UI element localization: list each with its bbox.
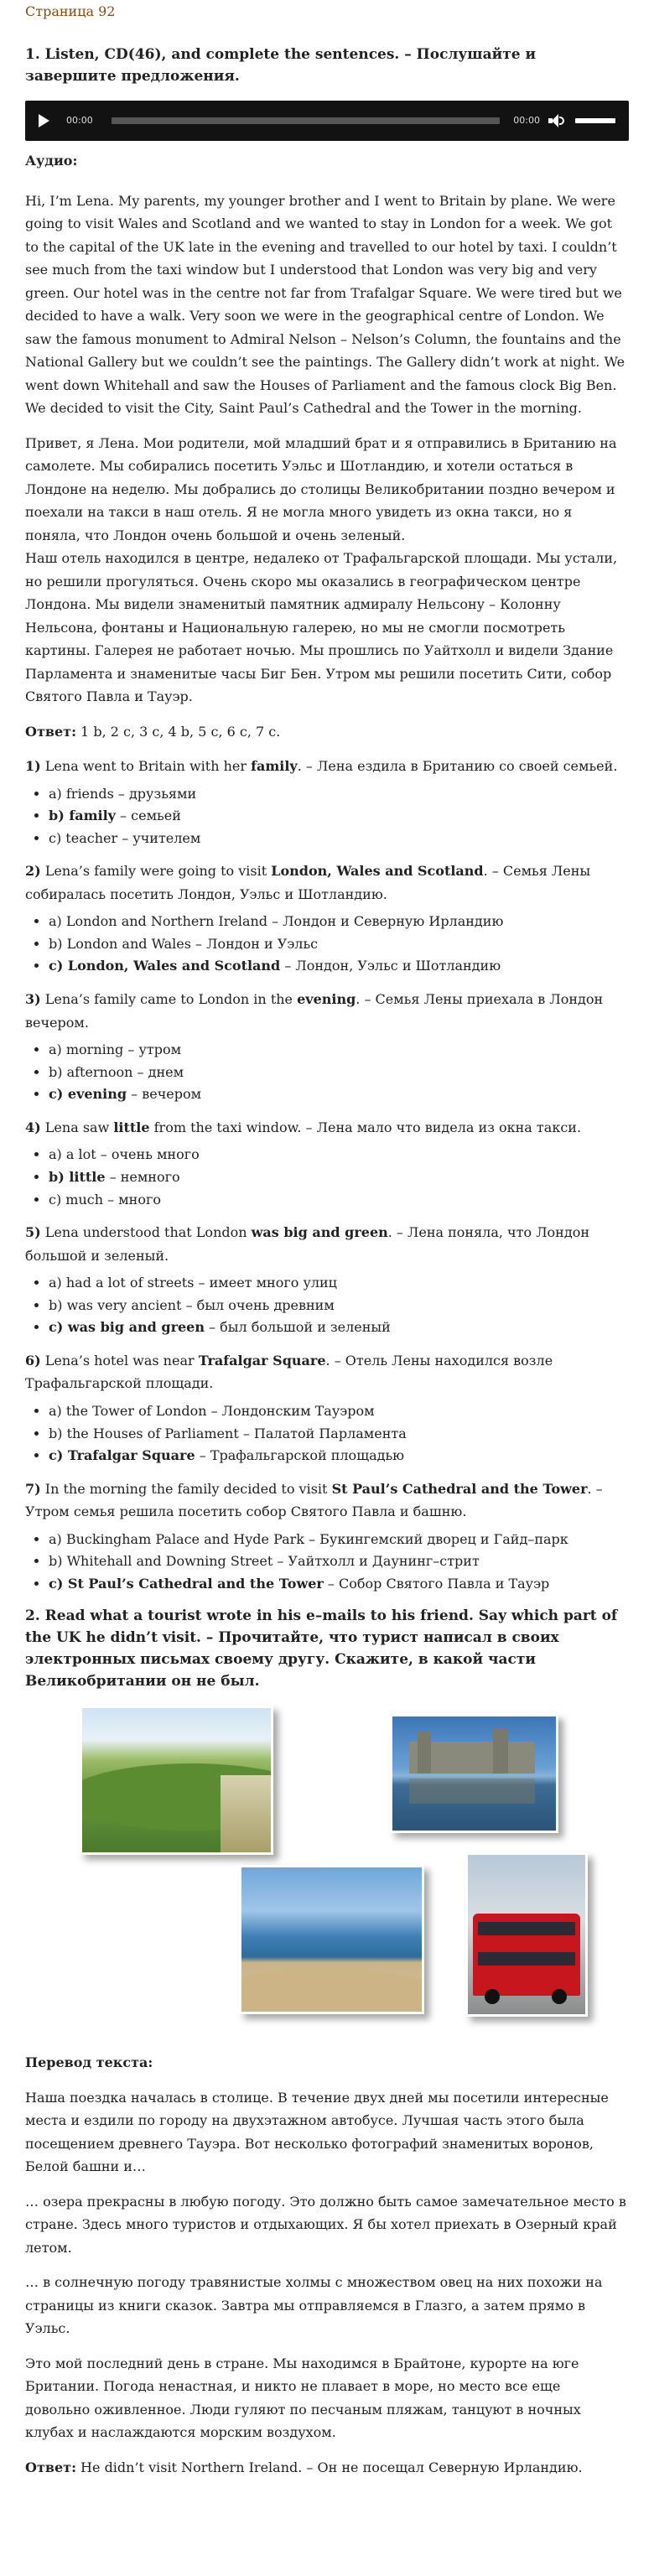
text-russian-1: Привет, я Лена. Мои родители, мой младший брат и я отправились в Британию на самолете. Мы собирались посетить Уэльс и Шотландию, и хотели остаться в Лондоне на неделю. Мы добрались до столицы Великобритании поздно вечером и поехали на такси в наш отель. Я не могла много увидеть из окна такси, но я поняла, что Лондон очень большой и очень зеленый. — [25, 434, 617, 543]
option-text: b) the Houses of Parliament – Палатой Парламента — [49, 1425, 407, 1441]
option-text: – немного — [105, 1168, 180, 1185]
option-correct: c) Trafalgar Square — [49, 1447, 195, 1464]
option-text: – Трафальгарской площадью — [195, 1447, 405, 1464]
question-bold: little — [113, 1119, 150, 1135]
question-post: . – Семья Лены приехала в Лондон вечером. — [25, 991, 604, 1031]
question-num: 1) — [25, 758, 41, 774]
audio-label: Аудио: — [25, 153, 78, 169]
option-item — [49, 1189, 629, 1212]
option-correct: c) was big and green — [49, 1319, 205, 1336]
option-item — [49, 783, 629, 806]
audio-player — [25, 101, 629, 141]
volume-slider[interactable] — [575, 118, 615, 123]
question-num: 2) — [25, 863, 41, 880]
questions-list — [25, 755, 629, 1595]
question-5 — [25, 1221, 629, 1267]
answer-line-2 — [25, 2456, 629, 2480]
option-item — [49, 1317, 629, 1339]
question-pre: In the morning the family decided to visit — [40, 1480, 332, 1497]
option-item — [49, 1400, 629, 1423]
double-decker-bus-photo — [465, 1852, 588, 2017]
option-item — [49, 1272, 629, 1295]
question-bold: family — [251, 758, 298, 774]
question-post: . – Семья Лены собиралась посетить Лондон, Уэльс и Шотландию. — [25, 863, 591, 902]
options-list — [25, 1272, 629, 1339]
options-list — [25, 783, 629, 850]
option-text: a) London and Northern Ireland – Лондон и Северную Ирландию — [49, 913, 504, 930]
option-text: b) afternoon – днем — [49, 1063, 184, 1080]
question-num: 5) — [25, 1224, 41, 1241]
options-list — [25, 1529, 629, 1596]
option-text: a) morning – утром — [49, 1041, 182, 1058]
question-pre: Lena saw — [40, 1119, 114, 1135]
question-1 — [25, 755, 629, 778]
options-list — [25, 1400, 629, 1467]
option-text: b) London and Wales – Лондон и Уэльс — [49, 935, 319, 952]
question-post: from the taxi window. – Лена мало что видела из окна такси. — [149, 1119, 582, 1135]
text-russian-2: Наш отель находился в центре, недалеко от Трафальгарской площади. Мы устали, но решили прогуляться. Очень скоро мы оказались в географическом центре Лондона. Мы видели знаменитый памятник адмиралу Нельсону – Колонну Нельсона, фонтаны и Национальную галерею, но мы не смогли посмотреть картины. Галерея не работает ночью. Мы прошлись по Уайтхолл и видели Здание Парламента и знаменитые часы Биг Бен. Утром мы решили посетить Сити, собор Святого Павла и Тауэр. — [25, 550, 618, 704]
option-correct: b) little — [49, 1168, 106, 1185]
options-list — [25, 1039, 629, 1106]
option-item — [49, 805, 629, 828]
text-english: Hi, I’m Lena. My parents, my younger brother and I went to Britain by plane. We were going to visit Wales and Scotland and we wanted to stay in London for a week. We got to the capital of the UK late in the evening and travelled to our hotel by taxi. I couldn’t see much from the taxi window but I understood that London was very big and very green. Our hotel was in the centre not far from Trafalgar Square. We were tired but we decided to have a walk. Very soon we were in the geographical centre of London. We saw the famous monument to Admiral Nelson – Nelson’s Column, the fountains and the National Gallery but we couldn’t see the paintings. The Gallery didn’t work at night. We went down Whitehall and saw the Houses of Parliament and the famous clock Big Ben. We decided to visit the City, Saint Paul’s Cathedral and the Tower in the morning. — [25, 192, 625, 416]
option-text: a) a lot – очень много — [49, 1146, 200, 1163]
translation-paragraph: … озера прекрасны в любую погоду. Это должно быть самое замечательное место в стране. Здесь много туристов и отдыхающих. Я бы хотел приехать в Озерный край летом. — [25, 2193, 626, 2256]
volume-icon[interactable] — [548, 114, 565, 127]
option-text: a) the Tower of London – Лондонским Тауэром — [49, 1402, 375, 1419]
answer-line-1 — [25, 720, 629, 744]
translation-label: Перевод текста: — [25, 2054, 153, 2071]
option-text: – семьей — [115, 808, 181, 824]
option-item — [49, 1295, 629, 1317]
answer-label: Ответ: — [25, 723, 76, 740]
option-text: – был большой и зеленый — [205, 1319, 391, 1336]
option-item — [49, 1144, 629, 1166]
landscape-photo — [80, 1706, 273, 1855]
question-pre: Lena’s family were going to visit — [40, 863, 272, 880]
beach-photo — [239, 1865, 424, 2014]
option-item — [49, 1550, 629, 1573]
question-post: . – Утром семья решила посетить собор Святого Павла и башню. — [25, 1480, 603, 1520]
option-item — [49, 1445, 629, 1467]
answer-label: Ответ: — [25, 2459, 76, 2475]
option-text: – вечером — [127, 1086, 202, 1103]
question-pre: Lena’s hotel was near — [40, 1352, 199, 1368]
question-num: 4) — [25, 1119, 41, 1135]
option-text: b) Whitehall and Downing Street – Уайтхолл и Даунинг–стрит — [49, 1553, 480, 1570]
option-correct: b) family — [49, 808, 116, 824]
question-bold: Trafalgar Square — [198, 1352, 326, 1368]
question-post: . – Отель Лены находился возле Трафальгарской площади. — [25, 1352, 553, 1392]
option-item — [49, 933, 629, 956]
answer-text: 1 b, 2 c, 3 c, 4 b, 5 c, 6 c, 7 c. — [75, 723, 281, 740]
option-text: c) much – много — [49, 1191, 161, 1208]
question-num: 3) — [25, 991, 41, 1008]
option-text: a) had a lot of streets – имеет много улиц — [49, 1275, 337, 1291]
castle-photo — [390, 1714, 558, 1833]
option-text: b) was very ancient – был очень древним — [49, 1296, 335, 1313]
option-item — [49, 1529, 629, 1551]
option-correct: c) evening — [49, 1086, 127, 1103]
play-icon[interactable] — [39, 114, 49, 127]
duration-time: 00:00 — [513, 115, 540, 127]
option-item — [49, 828, 629, 850]
task1-title: 1. Listen, CD(46), and complete the sentences. – Послушайте и завершите предложения. — [25, 46, 537, 85]
option-text: a) friends – друзьями — [49, 785, 197, 802]
option-text: a) Buckingham Palace and Hyde Park – Букингемский дворец и Гайд–парк — [49, 1530, 568, 1547]
option-text: – Собор Святого Павла и Тауэр — [323, 1575, 550, 1592]
question-num: 6) — [25, 1352, 41, 1368]
option-item — [49, 1573, 629, 1596]
question-bold: evening — [297, 991, 356, 1008]
current-time: 00:00 — [66, 115, 93, 127]
question-bold: St Paul’s Cathedral and the Tower — [331, 1480, 588, 1497]
question-pre: Lena’s family came to London in the — [40, 991, 298, 1008]
answer-text: He didn’t visit Northern Ireland. – Он не посещал Северную Ирландию. — [75, 2459, 583, 2475]
options-list — [25, 911, 629, 978]
question-2 — [25, 860, 629, 906]
translation-paragraph: … в солнечную погоду травянистые холмы с множеством овец на них похожи на страницы из книги сказок. Завтра мы отправляемся в Глазго, а затем прямо в Уэльс. — [25, 2274, 603, 2337]
question-6 — [25, 1349, 629, 1395]
question-bold: was big and green — [251, 1224, 388, 1241]
question-pre: Lena understood that London — [40, 1224, 252, 1241]
option-item — [49, 1039, 629, 1062]
options-list — [25, 1144, 629, 1211]
photo-collage — [71, 1706, 583, 2041]
question-4 — [25, 1116, 629, 1140]
option-correct: c) St Paul’s Cathedral and the Tower — [49, 1575, 324, 1592]
question-3 — [25, 988, 629, 1034]
option-text: – Лондон, Уэльс и Шотландию — [280, 958, 501, 974]
question-post: . – Лена ездила в Британию со своей семьей. — [297, 758, 618, 774]
option-item — [49, 1083, 629, 1106]
task2-title: 2. Read what a tourist wrote in his e–mails to his friend. Say which part of the UK he didn’t visit. – Прочитайте, что турист написал в своих электронных письмах своему другу. Скажите, в какой части Великобритании он не был. — [25, 1607, 618, 1690]
question-7 — [25, 1478, 629, 1524]
question-num: 7) — [25, 1480, 41, 1497]
option-item — [49, 1166, 629, 1189]
page-link[interactable]: Страница 92 — [25, 3, 116, 19]
option-item — [49, 1062, 629, 1084]
progress-track[interactable] — [112, 117, 501, 124]
question-post: . – Лена поняла, что Лондон большой и зеленый. — [25, 1224, 589, 1264]
option-item — [49, 911, 629, 933]
option-text: c) teacher – учителем — [49, 829, 201, 846]
option-correct: c) London, Wales and Scotland — [49, 958, 281, 974]
translation-paragraph: Наша поездка началась в столице. В течение двух дней мы посетили интересные места и ездили по городу на двухэтажном автобусе. Лучшая часть этого была посещением древнего Тауэра. Вот несколько фотографий знаменитых воронов, Белой башни и… — [25, 2089, 609, 2175]
option-item — [49, 1423, 629, 1446]
translation-paragraph: Это мой последний день в стране. Мы находимся в Брайтоне, курорте на юге Британии. Погода ненастная, и никто не плавает в море, но место все еще довольно оживленное. Люди гуляют по песчаным пляжам, танцуют в ночных клубах и наслаждаются морским воздухом. — [25, 2355, 581, 2441]
question-pre: Lena went to Britain with her — [40, 758, 252, 774]
option-item — [49, 955, 629, 978]
question-bold: London, Wales and Scotland — [271, 863, 484, 880]
